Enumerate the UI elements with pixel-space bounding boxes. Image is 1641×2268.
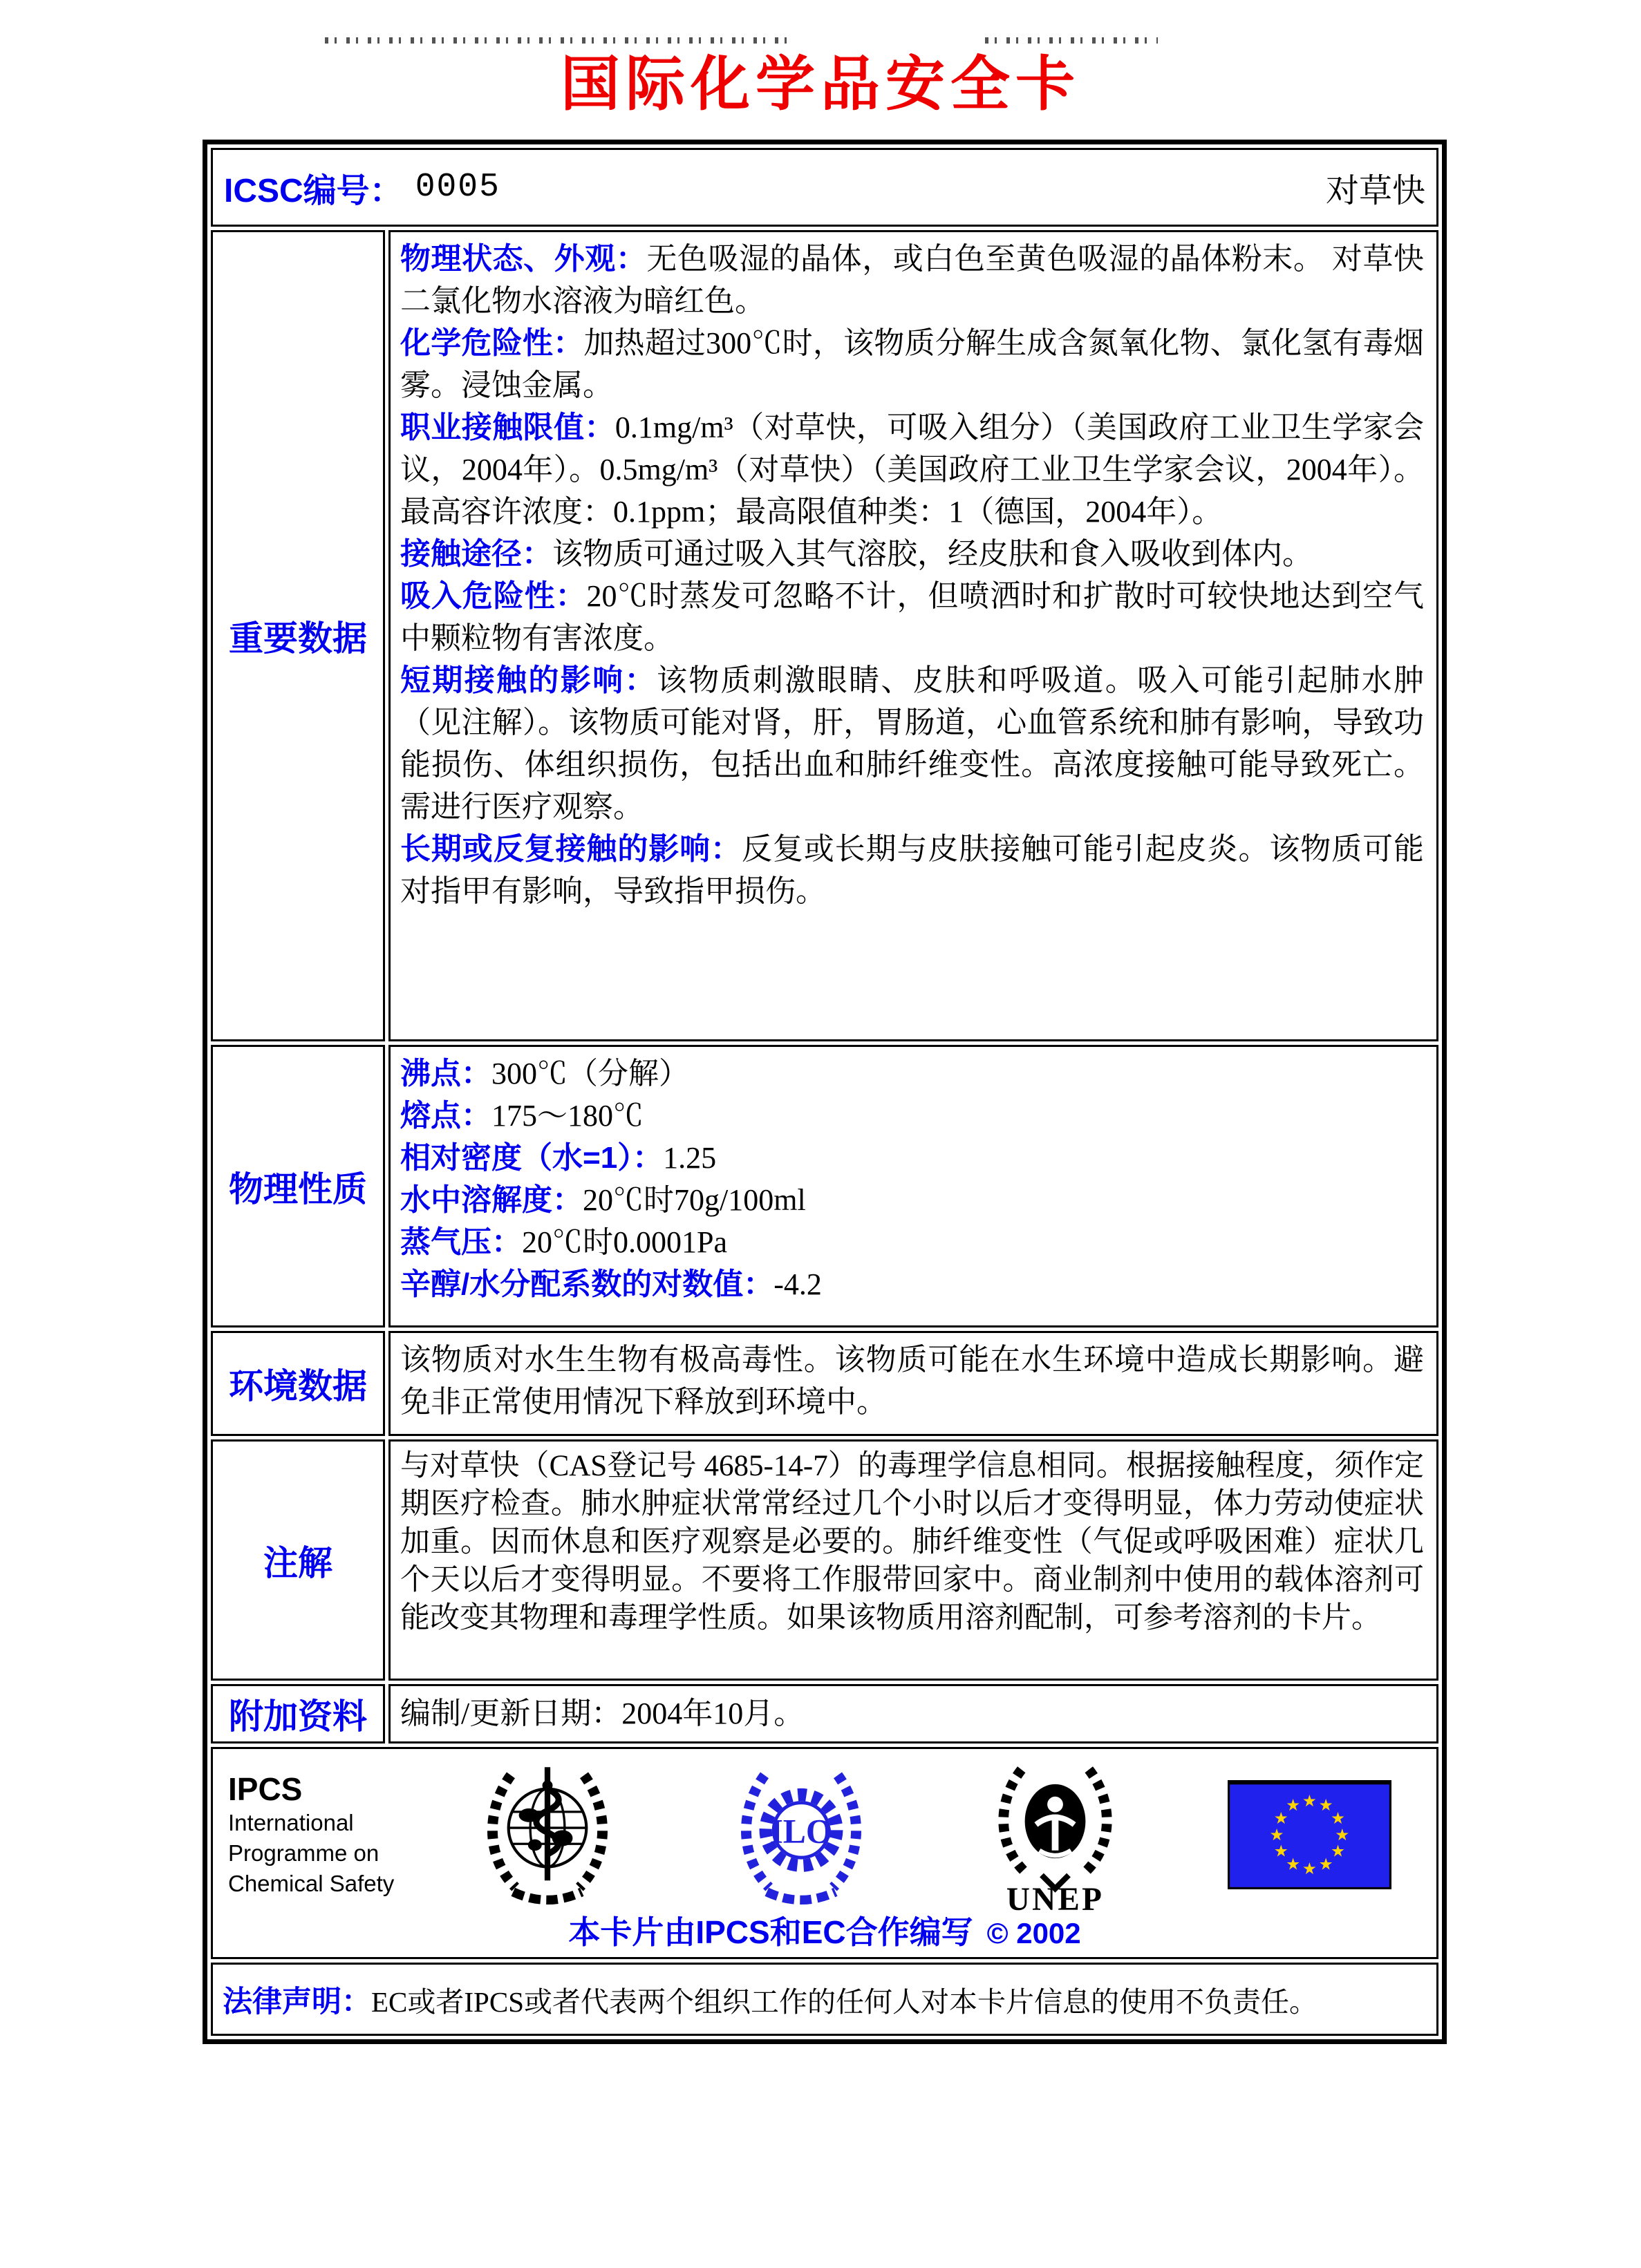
svg-text:★: ★ xyxy=(1273,1842,1288,1861)
svg-text:★: ★ xyxy=(1302,1792,1317,1811)
legal-notice-cell xyxy=(211,1963,1438,2036)
environmental-text: 该物质对水生生物有极高毒性。该物质可能在水生环境中造成长期影响。避免非正常使用情况下释放到环境中。 xyxy=(400,1343,1424,1419)
paragraph-text: 该物质可通过吸入其气溶胶，经皮肤和食入吸收到体内。 xyxy=(552,537,1313,571)
section-label-notes: 注解 xyxy=(211,1439,385,1681)
notes-cell xyxy=(388,1439,1438,1681)
logos-cell xyxy=(211,1747,1438,1959)
important-paragraph xyxy=(400,406,1424,533)
paragraph-text: 无色吸湿的晶体，或白色至黄色吸湿的晶体粉末。 对草快二氯化物水溶液为暗红色。 xyxy=(400,242,1425,318)
physical-property-line xyxy=(400,1137,1424,1179)
ipcs-line: Chemical Safety xyxy=(228,1871,395,1896)
ipcs-acronym: IPCS xyxy=(228,1771,303,1807)
ilo-logo-text: ILO xyxy=(769,1812,833,1851)
paragraph-label: 化学危险性： xyxy=(400,326,584,360)
property-value: 20℃时0.0001Pa xyxy=(522,1225,727,1259)
important-paragraph xyxy=(400,828,1424,912)
property-label: 熔点： xyxy=(400,1099,491,1133)
paragraph-text: 加热超过300℃时，该物质分解生成含氮氧化物、氯化氢有毒烟雾。浸蚀金属。 xyxy=(400,326,1424,402)
paragraph-text: 反复或长期与皮肤接触可能引起皮炎。该物质可能对指甲有影响，导致指甲损伤。 xyxy=(400,832,1424,908)
notes-text: 与对草快（CAS登记号 4685-14-7）的毒理学信息相同。根据接触程度，须作定期医疗检查。肺水肿症状常常经过几个小时以后才变得明显，体力劳动使症状加重。因而休息和医疗观察是必要的。肺纤维变性（气促或呼吸困难）症状几个天以后才变得明显。不要将工作服带回家中。商业制剂中使用的载体溶剂可能改变其物理和毒理学性质。如果该物质用溶剂配制，可参考溶剂的卡片。 xyxy=(400,1450,1424,1634)
ilo-logo-icon xyxy=(732,1761,870,1908)
paragraph-label: 短期接触的影响： xyxy=(400,663,657,697)
physical-property-line xyxy=(400,1221,1424,1263)
ipcs-text-block xyxy=(213,1770,420,1899)
additional-info-text: 编制/更新日期：2004年10月。 xyxy=(400,1696,805,1730)
paragraph-text: 该物质刺激眼睛、皮肤和呼吸道。吸入可能引起肺水肿（见注解）。该物质可能对肾，肝，胃肠道，心血管系统和肺有影响，导致功能损伤、体组织损伤，包括出血和肺纤维变性。高浓度接触可能导致死亡。需进行医疗观察。 xyxy=(400,663,1425,824)
svg-text:★: ★ xyxy=(1269,1826,1284,1844)
property-label: 蒸气压： xyxy=(400,1225,522,1259)
physical-property-line xyxy=(400,1179,1424,1221)
physical-property-line xyxy=(400,1095,1424,1137)
ipcs-line: International xyxy=(228,1810,354,1835)
table-row xyxy=(211,1747,1438,1959)
table-row xyxy=(211,148,1438,227)
page-title: 国际化学品安全卡 xyxy=(561,51,1080,117)
paragraph-label: 物理状态、外观： xyxy=(400,242,647,276)
legal-notice-text: EC或者IPCS或者代表两个组织工作的任何人对本卡片信息的使用不负责任。 xyxy=(371,1985,1318,2018)
section-label-physical-properties: 物理性质 xyxy=(211,1045,385,1327)
icsc-number-label: ICSC编号： xyxy=(224,172,403,209)
property-label: 辛醇/水分配系数的对数值： xyxy=(400,1267,774,1301)
unep-logo-icon xyxy=(988,1756,1123,1913)
paragraph-label: 长期或反复接触的影响： xyxy=(400,832,742,866)
table-row xyxy=(211,1963,1438,2036)
important-paragraph xyxy=(400,533,1424,575)
physical-property-line xyxy=(400,1052,1424,1095)
copyright-text: © 2002 xyxy=(986,1917,1081,1949)
property-value: 300℃（分解） xyxy=(491,1057,689,1090)
clipped-text-artifact xyxy=(985,37,1158,44)
svg-text:★: ★ xyxy=(1330,1810,1345,1828)
caption-text: 本卡片由IPCS和EC合作编写 xyxy=(568,1914,973,1950)
table-row xyxy=(211,1045,1438,1327)
icsc-number-value: 0005 xyxy=(415,169,500,206)
eu-flag-icon xyxy=(1228,1780,1391,1889)
property-value: 1.25 xyxy=(663,1141,717,1175)
legal-notice-label: 法律声明： xyxy=(223,1985,371,2019)
important-paragraph xyxy=(400,659,1424,828)
paragraph-label: 接触途径： xyxy=(400,537,552,571)
icsc-card-table xyxy=(203,140,1447,2044)
ipcs-line: Programme on xyxy=(228,1840,379,1866)
table-row xyxy=(211,1684,1438,1743)
important-data-cell xyxy=(388,230,1438,1041)
property-label: 水中溶解度： xyxy=(400,1183,583,1217)
svg-text:★: ★ xyxy=(1302,1860,1317,1878)
svg-text:★: ★ xyxy=(1318,1797,1333,1815)
svg-text:★: ★ xyxy=(1318,1855,1333,1874)
table-row xyxy=(211,1331,1438,1436)
svg-text:★: ★ xyxy=(1330,1842,1345,1861)
paragraph-text: 20℃时蒸发可忽略不计，但喷洒时和扩散时可较快地达到空气中颗粒物有害浓度。 xyxy=(400,579,1424,655)
property-label: 沸点： xyxy=(400,1057,491,1090)
svg-text:★: ★ xyxy=(1335,1826,1350,1844)
table-row xyxy=(211,230,1438,1041)
physical-property-line xyxy=(400,1263,1424,1305)
section-label-important-data: 重要数据 xyxy=(211,230,385,1041)
svg-text:★: ★ xyxy=(1285,1855,1301,1874)
who-logo-icon xyxy=(478,1761,617,1908)
property-value: 20℃时70g/100ml xyxy=(583,1183,806,1217)
clipped-text-artifact xyxy=(325,37,795,44)
environmental-data-cell xyxy=(388,1331,1438,1436)
section-label-additional-info: 附加资料 xyxy=(211,1684,385,1743)
unep-logo-text: UNEP xyxy=(1006,1881,1105,1913)
important-paragraph xyxy=(400,238,1424,322)
chemical-name: 对草快 xyxy=(1325,172,1425,209)
paragraph-text: 0.1mg/m³（对草快，可吸入组分）（美国政府工业卫生学家会议，2004年）。0.5mg/m³（对草快）（美国政府工业卫生学家会议，2004年）。最高容许浓度：0.1ppm；最高限值种类：1（德国，2004年）。 xyxy=(400,410,1425,529)
physical-properties-cell xyxy=(388,1045,1438,1327)
table-row xyxy=(211,1439,1438,1681)
paragraph-label: 职业接触限值： xyxy=(400,410,615,444)
section-label-environmental-data: 环境数据 xyxy=(211,1331,385,1436)
svg-text:★: ★ xyxy=(1285,1797,1301,1815)
paragraph-label: 吸入危险性： xyxy=(400,579,587,613)
property-label: 相对密度（水=1）： xyxy=(400,1141,664,1175)
card-header-cell xyxy=(211,148,1438,227)
svg-text:★: ★ xyxy=(1273,1810,1288,1828)
property-value: 175～180℃ xyxy=(491,1099,644,1133)
additional-info-cell xyxy=(388,1684,1438,1743)
important-paragraph xyxy=(400,322,1424,406)
cooperation-caption xyxy=(213,1907,1436,1953)
property-value: -4.2 xyxy=(773,1267,822,1301)
important-paragraph xyxy=(400,575,1424,659)
